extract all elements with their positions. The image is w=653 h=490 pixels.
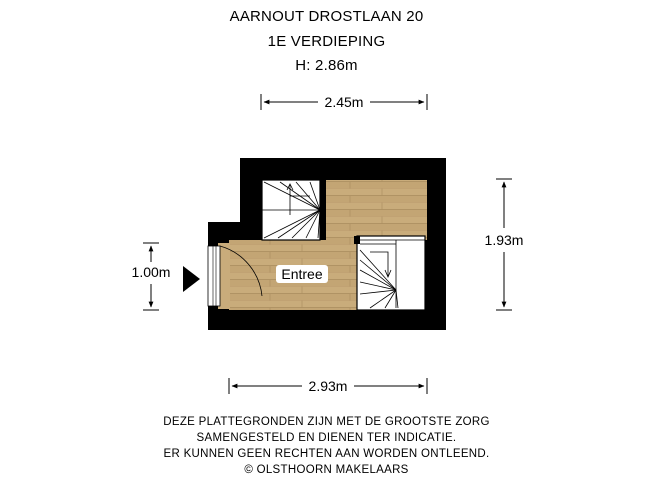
dimension-bottom-label: 2.93m xyxy=(308,378,348,394)
room-label-entree: Entree xyxy=(281,266,323,282)
disclaimer-line-1: DEZE PLATTEGRONDEN ZIJN MET DE GROOTSTE ZORG xyxy=(163,416,490,428)
dimension-right-label: 1.93m xyxy=(484,232,524,248)
dimension-top-label: 2.45m xyxy=(324,94,364,110)
staircase-upper xyxy=(262,180,320,240)
entrance-door[interactable] xyxy=(208,246,220,306)
ceiling-height: H: 2.86m xyxy=(295,57,358,74)
disclaimer-line-3: ER KUNNEN GEEN RECHTEN AAN WORDEN ONTLEEND. xyxy=(163,448,490,460)
dimension-left xyxy=(132,243,171,310)
copyright: © OLSTHOORN MAKELAARS xyxy=(244,464,409,476)
address-title: AARNOUT DROSTLAAN 20 xyxy=(229,8,424,25)
floor-title: 1E VERDIEPING xyxy=(267,33,386,50)
dimension-right xyxy=(485,179,524,310)
dimension-top xyxy=(261,94,427,110)
floor-upper xyxy=(326,180,427,240)
dimension-bottom xyxy=(229,378,427,394)
disclaimer-line-2: SAMENGESTELD EN DIENEN TER INDICATIE. xyxy=(196,432,457,444)
dimension-left-label: 1.00m xyxy=(131,264,171,280)
staircase-lower xyxy=(357,236,425,310)
entrance-arrow-icon xyxy=(183,266,200,292)
